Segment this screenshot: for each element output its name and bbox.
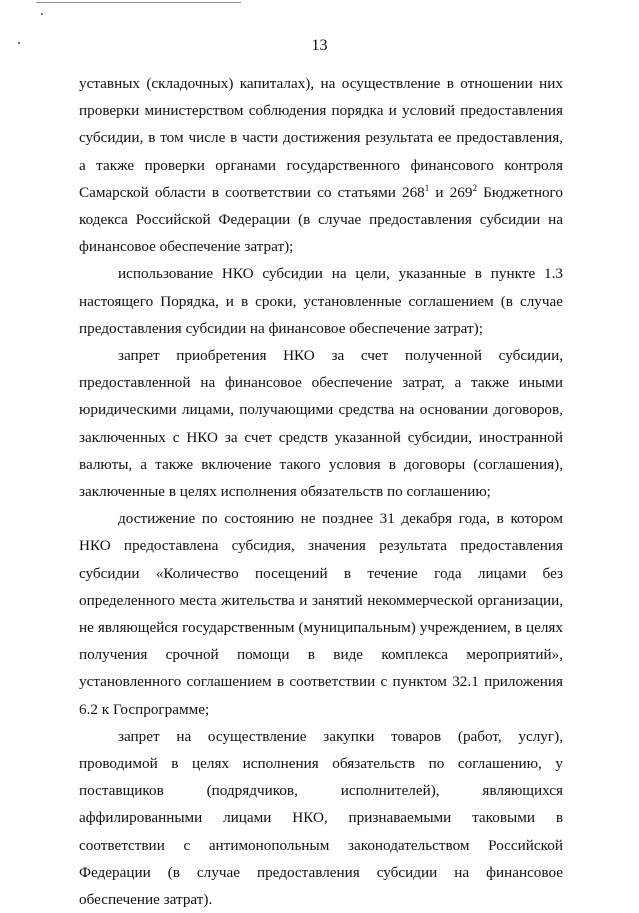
paragraph: использование НКО субсидии на цели, указанные в пункте 1.3 настоящего Порядка, и в сроки, установленные соглашением (в случае предоставления субсидии на финансовое обеспечение затрат);: [79, 265, 563, 337]
scan-artifact-line: [36, 2, 241, 3]
paragraph-text: уставных (складочных) капиталах), на осуществление в отношении них проверки министерством соблюдения порядка и условий предоставления субсидии, в том числе в части достижения результата ее предоставления, а также проверки органами государственного финансового контроля Самарской области в соответствии со статьями 268: [79, 75, 563, 201]
paragraph-text: и 269: [429, 183, 473, 201]
paragraph: запрет приобретения НКО за счет полученной субсидии, предоставленной на финансовое обеспечение затрат, а также иными юридическими лицами, получающими средства на основании договоров, заключенных с НКО за счет средств указанной субсидии, иностранной валюты, а также включение такого условия в договоры (соглашения), заключенные в целях исполнения обязательств по соглашению;: [79, 347, 563, 501]
page-number: 13: [311, 37, 328, 54]
paragraph-text: Бюджетного кодекса Российской Федерации (в случае предоставления субсидии на финансовое обеспечение затрат);: [79, 183, 563, 256]
superscript: 1: [424, 182, 430, 193]
scan-artifact-dot: [41, 13, 43, 15]
document-body: [79, 70, 563, 913]
paragraph-continuation: [79, 70, 563, 260]
paragraph: достижение по состоянию не позднее 31 декабря года, в котором НКО предоставлена субсидия, значения результата предоставления субсидии «Количество посещений в течение года лицами без определенного места жительства и занятий некоммерческой организации, не являющейся государственным (муниципальным) учреждением, в целях получения срочной помощи в виде комплекса мероприятий», установленного соглашением в соответствии с пунктом 32.1 приложения 6.2 к Госпрограмме;: [79, 510, 563, 718]
paragraph: запрет на осуществление закупки товаров (работ, услуг), проводимой в целях исполнения обязательств по соглашению, у поставщиков (подрядчиков, исполнителей), являющихся аффилированными лицами НКО, признаваемыми таковыми в соответствии с антимонопольным законодательством Российской Федерации (в случае предоставления субсидии на финансовое обеспечение затрат).: [79, 727, 563, 909]
superscript: 2: [472, 182, 477, 193]
